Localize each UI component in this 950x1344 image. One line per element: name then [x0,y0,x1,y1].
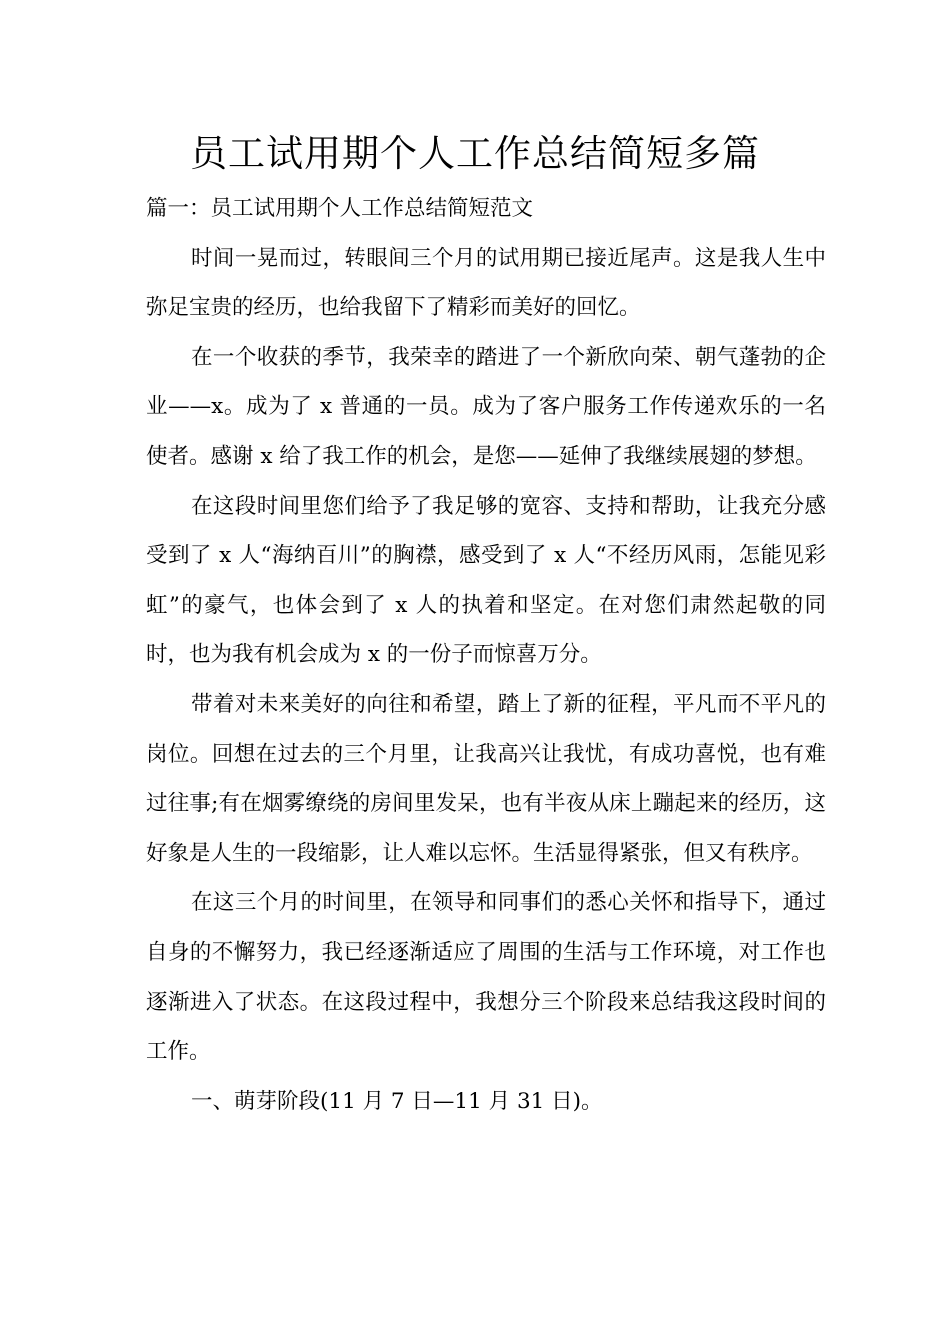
paragraph: 时间一晃而过，转眼间三个月的试用期已接近尾声。这是我人生中弥足宝贵的经历，也给我留下了精彩而美好的回忆。 [146,245,826,321]
document-title: 员工试用期个人工作总结简短多篇 [190,132,760,175]
paragraph: 在这三个月的时间里，在领导和同事们的悉心关怀和指导下，通过自身的不懈努力，我已经逐渐适应了周围的生活与工作环境，对工作也逐渐进入了状态。在这段过程中，我想分三个阶段来总结我这段时间的工作。 [146,890,826,1065]
paragraph: 带着对未来美好的向往和希望，踏上了新的征程，平凡而不平凡的岗位。回想在过去的三个月里，让我高兴让我忧，有成功喜悦，也有难过往事;有在烟雾缭绕的房间里发呆，也有半夜从床上蹦起来的经历，这好象是人生的一段缩影，让人难以忘怀。生活显得紧张，但又有秩序。 [146,691,826,866]
paragraph: 在一个收获的季节，我荣幸的踏进了一个新欣向荣、朝气蓬勃的企业——x。成为了 x 普通的一员。成为了客户服务工作传递欢乐的一名使者。感谢 x 给了我工作的机会，是您——延伸了我继续展翅的梦想。 [146,344,826,469]
paragraph: 在这段时间里您们给予了我足够的宽容、支持和帮助，让我充分感受到了 x 人“海纳百川”的胸襟，感受到了 x 人“不经历风雨，怎能见彩虹”的豪气，也体会到了 x 人的执着和坚定。在对您们肃然起敬的同时，也为我有机会成为 x 的一份子而惊喜万分。 [146,493,826,668]
document-body [146,184,826,1126]
paragraph: 一、萌芽阶段(11 月 7 日—11 月 31 日)。 [191,1088,603,1114]
section-heading: 篇一：员工试用期个人工作总结简短范文 [146,196,534,221]
